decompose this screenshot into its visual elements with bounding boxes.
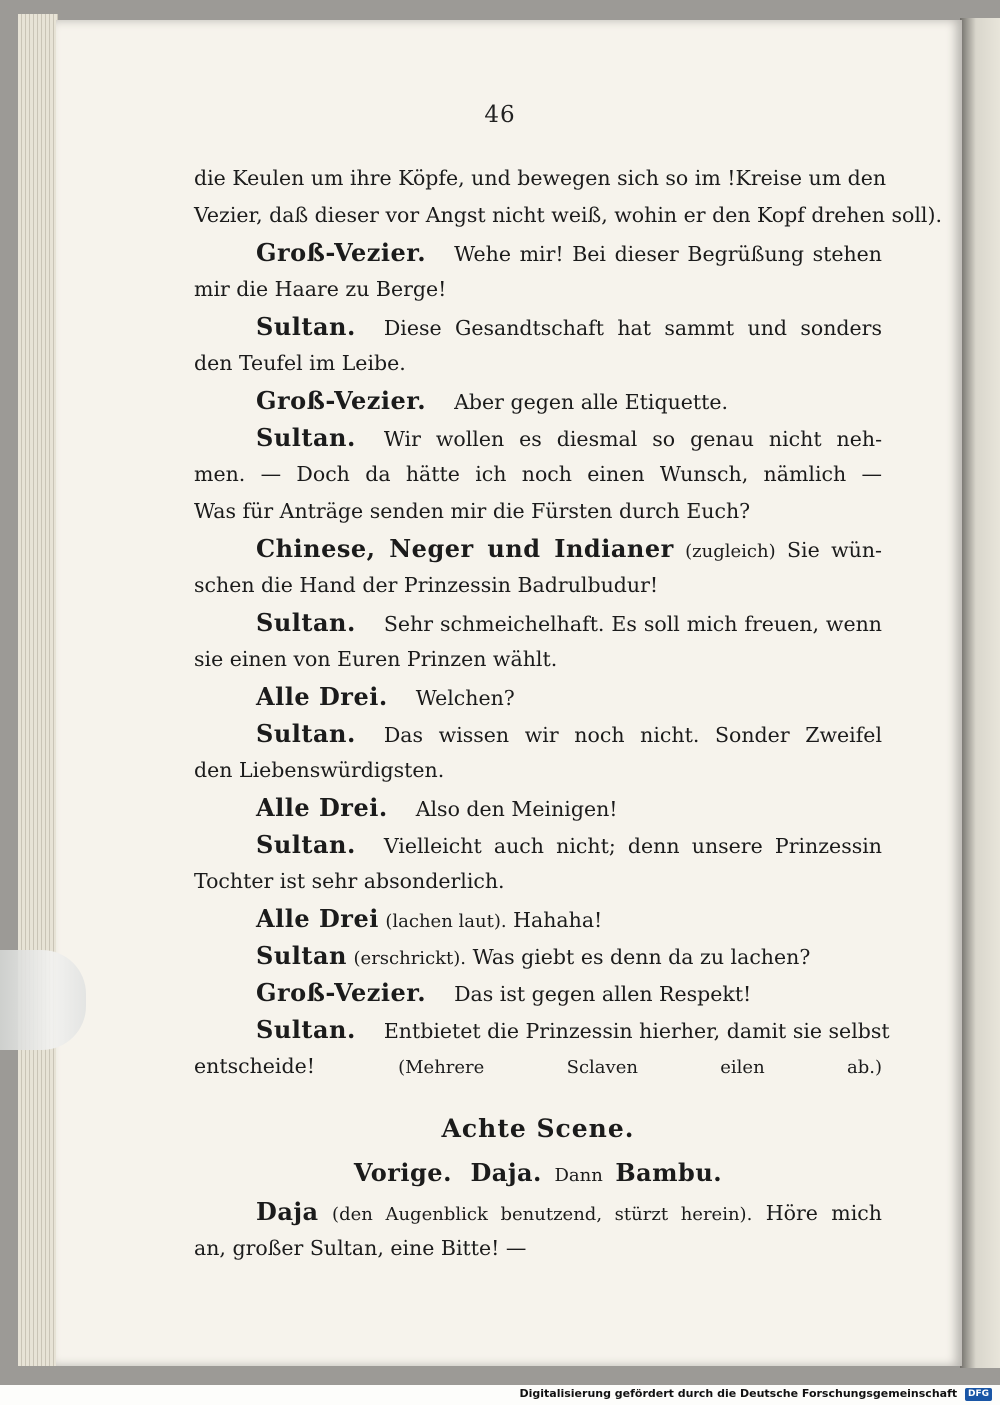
- dialogue-text: Wir wollen es diesmal so genau nicht neh-: [383, 427, 882, 451]
- dialogue-text: Vielleicht auch nicht; denn unsere Prinzessin: [383, 834, 882, 858]
- dialogue-text: Sehr schmeichelhaft. Es soll mich freuen, wenn: [383, 612, 882, 636]
- cast-name: Daja.: [470, 1158, 542, 1187]
- speaker-name: Groß-Vezier.: [256, 978, 427, 1007]
- dfg-logo: DFG: [965, 1388, 992, 1401]
- dialogue-line: [194, 900, 882, 937]
- speaker-name: Alle Drei.: [256, 682, 388, 711]
- dialogue-line: [194, 715, 882, 752]
- text-line: schen die Hand der Prinzessin Badrulbudur!: [194, 573, 659, 597]
- speaker-name: Groß-Vezier.: [256, 386, 427, 415]
- dialogue-line: [194, 937, 882, 974]
- dialogue-line: [194, 1193, 882, 1230]
- dialogue-text: entscheide!: [194, 1054, 315, 1078]
- text-line: mir die Haare zu Berge!: [194, 277, 447, 301]
- page-number: 46: [484, 102, 516, 128]
- stage-direction: (den Augenblick benutzend, stürzt herein).: [332, 1204, 753, 1225]
- dialogue-line: [194, 419, 882, 456]
- dialogue-line: [194, 604, 882, 641]
- thumb-holding-page: [0, 950, 86, 1050]
- dialogue-text: Diese Gesandtschaft hat sammt und sonders: [383, 316, 882, 340]
- dialogue-text: Hahaha!: [513, 908, 603, 932]
- book-page-edges: [18, 14, 58, 1366]
- speaker-name: Sultan: [256, 941, 347, 970]
- dialogue-line: [194, 1011, 890, 1048]
- speaker-name: Alle Drei.: [256, 793, 388, 822]
- dialogue-line: [194, 530, 882, 567]
- scene-heading: Achte Scene.: [441, 1114, 635, 1143]
- stage-direction: (erschrickt).: [353, 948, 467, 969]
- text-line: sie einen von Euren Prinzen wählt.: [194, 647, 558, 671]
- speaker-name: Sultan.: [256, 1015, 356, 1044]
- dialogue-line: [194, 234, 882, 271]
- stage-direction: (Mehrere Sclaven eilen ab.): [398, 1057, 882, 1078]
- speaker-name: Sultan.: [256, 423, 356, 452]
- speaker-name: Sultan.: [256, 830, 356, 859]
- text-line: [194, 1048, 882, 1085]
- speaker-name: Sultan.: [256, 312, 356, 341]
- text-line: an, großer Sultan, eine Bitte! —: [194, 1236, 527, 1260]
- speaker-name: Sultan.: [256, 719, 356, 748]
- text-line: den Teufel im Leibe.: [194, 351, 406, 375]
- dialogue-text: Aber gegen alle Etiquette.: [454, 390, 729, 414]
- dialogue-text: Das ist gegen allen Respekt!: [454, 982, 752, 1006]
- text-line: Vezier, daß dieser vor Angst nicht weiß, wohin er den Kopf drehen soll).: [194, 203, 942, 227]
- dialogue-text: Entbietet die Prinzessin hierher, damit sie selbst: [383, 1019, 890, 1043]
- cast-name: Vorige.: [353, 1158, 452, 1187]
- text-line: den Liebenswürdigsten.: [194, 758, 445, 782]
- dialogue-text: Welchen?: [415, 686, 515, 710]
- stage-direction: (lachen laut).: [385, 911, 507, 932]
- dialogue-line: [194, 678, 882, 715]
- text-line: Tochter ist sehr absonderlich.: [194, 869, 505, 893]
- digitization-credit: [519, 1385, 992, 1403]
- speaker-name: Groß-Vezier.: [256, 238, 427, 267]
- dialogue-text: Also den Meinigen!: [415, 797, 618, 821]
- dialogue-text: Wehe mir! Bei dieser Begrüßung stehen: [454, 242, 882, 266]
- dialogue-line: [194, 308, 882, 345]
- dialogue-text: Was giebt es denn da zu lachen?: [472, 945, 811, 969]
- text-line: Was für Anträge senden mir die Fürsten durch Euch?: [194, 499, 751, 523]
- speaker-name: Alle Drei: [256, 904, 379, 933]
- page-text: [194, 160, 942, 1267]
- stage-direction: (zugleich): [685, 541, 776, 562]
- dialogue-line: [194, 826, 882, 863]
- text-line: die Keulen um ihre Köpfe, und bewegen sich so im !Kreise um den: [194, 166, 887, 190]
- speaker-name: Daja: [256, 1197, 319, 1226]
- credit-text: Digitalisierung gefördert durch die Deutsche Forschungsgemeinschaft: [519, 1387, 958, 1400]
- dialogue-line: [194, 382, 882, 419]
- cast-connector: Dann: [554, 1165, 603, 1186]
- facing-page-edge: [960, 18, 1000, 1368]
- scene-cast: [194, 1153, 882, 1193]
- dialogue-text: Sie wün-: [786, 538, 882, 562]
- dialogue-text: Höre mich: [765, 1201, 882, 1225]
- text-line: men. — Doch da hätte ich noch einen Wunsch, nämlich —: [194, 462, 882, 486]
- speaker-name: Sultan.: [256, 608, 356, 637]
- dialogue-text: Das wissen wir noch nicht. Sonder Zweifel: [383, 723, 882, 747]
- speaker-name: Chinese, Neger und Indianer: [256, 534, 674, 563]
- dialogue-line: [194, 789, 882, 826]
- dialogue-line: [194, 974, 882, 1011]
- cast-name: Bambu.: [615, 1158, 723, 1187]
